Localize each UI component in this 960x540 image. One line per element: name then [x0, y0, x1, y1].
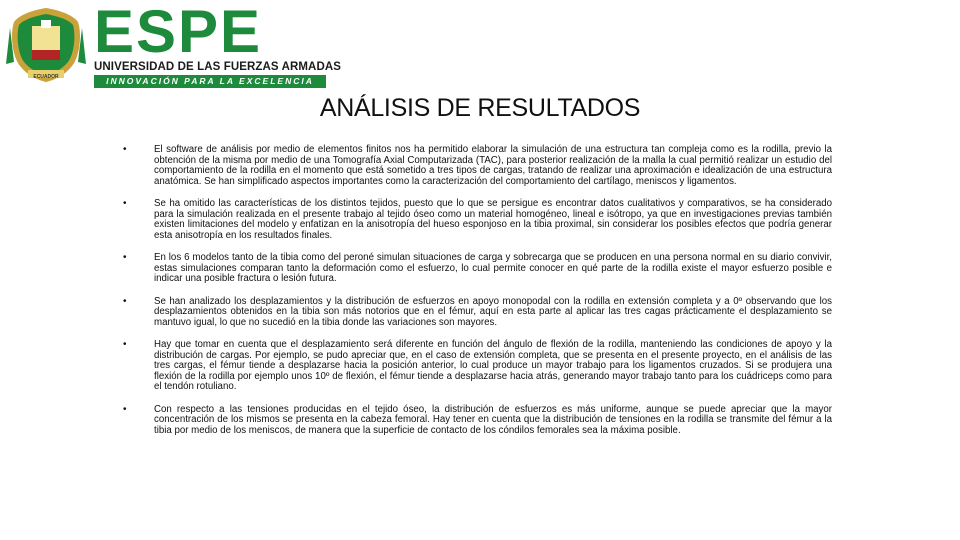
bullet-text: Se ha omitido las características de los distintos tejidos, puesto que lo que se persigue es encontrar datos cualitativos y comparativos, se ha considerado para la simulación realizada en el presente trabajo al tejido óseo como un material homogéneo, lineal e isótropo, ya que en investigaciones previas también existen limitaciones del modelo y enfatizan en la anisotropía del hueso esponjoso en la tibia proximal, sin considerar los posibles efectos que podría generar esta anisotropía en los resultados finales. [154, 198, 832, 241]
list-item [120, 340, 832, 393]
bullet-text: Con respecto a las tensiones producidas en el tejido óseo, la distribución de esfuerzos es más uniforme, aunque se puede apreciar que la mayor concentración de los mismos se presenta en la cabeza femoral. Hay tener en cuenta que la distribución de tensiones en la rodilla se transmite del fémur a la tibia por medio de los meniscos, de manera que la superficie de contacto de los cóndilos femorales sea la máxima posible. [154, 403, 832, 436]
bullet-icon: • [123, 144, 127, 155]
shield-caption: ECUADOR [33, 74, 59, 80]
list-item [120, 297, 832, 329]
header-logo [0, 0, 340, 90]
bullet-text: Se han analizado los desplazamientos y la distribución de esfuerzos en apoyo monopodal con la rodilla en extensión completa y a 0º observando que los desplazamientos obtenidos en la tibia son más notorios que en el fémur, aquí en esta parte al aplicar las tres cagas prácticamente el desplazamiento se mantuvo igual, lo que no sucedió en la tibia donde las variaciones son mayores. [154, 295, 832, 328]
bullet-icon: • [123, 339, 127, 350]
bullet-text: El software de análisis por medio de elementos finitos nos ha permitido elaborar la simulación de una estructura tan compleja como es la rodilla, previo la obtención de la misma por medio de una Tomografía Axial Computarizada (TAC), para posterior realización de la malla la cual permitió realizar un estudio del comportamiento de la rodilla en el momento que está sometido a tres tipos de cargas, tratando de realizar una aproximación e idealización de una estructura anatómica. Se han simplificado aspectos importantes como la caracterización del comportamiento del cartílago, meniscos y ligamentos. [154, 144, 832, 187]
university-name: UNIVERSIDAD DE LAS FUERZAS ARMADAS [94, 61, 342, 73]
bullet-icon: • [123, 252, 127, 263]
list-item [120, 145, 832, 187]
tagline-bar: INNOVACIÓN PARA LA EXCELENCIA [94, 75, 326, 88]
logo-text: ESPE [94, 0, 263, 65]
list-item [120, 405, 832, 437]
slide-title: ANÁLISIS DE RESULTADOS [319, 94, 641, 122]
bullet-text: Hay que tomar en cuenta que el desplazamiento será diferente en función del ángulo de flexión de la rodilla, manteniendo las condiciones de apoyo y la distribución de cargas. Por ejemplo, se pudo apreciar que, en el caso de extensión completa, que se presenta en el presente proyecto, en el análisis de las tres cargas, el fémur tiende a desplazarse hacia la posición anterior, lo cual produce un mayor trabajo para los ligamentos cruzados. Si se produjera una flexión de la rodilla por ejemplo unos 10º de flexión, el fémur tiende a desplazarse hacia atrás, generando mayor trabajo tanto para los cuádriceps como para el tendón rotuliano. [154, 339, 832, 392]
bullet-icon: • [123, 198, 127, 209]
bullet-text: En los 6 modelos tanto de la tibia como del peroné simulan situaciones de carga y sobrecarga que se producen en una persona normal en su diario convivir, estas simulaciones comparan tanto la deformación como el esfuerzo, lo cual permite conocer en qué parte de la rodilla existe el mayor esfuerzo posible e indicar una posible fractura o lesión futura. [154, 252, 832, 284]
bullet-icon: • [123, 295, 127, 307]
bullet-icon: • [123, 403, 127, 415]
list-item [120, 253, 832, 285]
list-item [120, 199, 832, 241]
wordmark [94, 2, 341, 88]
bullet-list [120, 145, 832, 448]
